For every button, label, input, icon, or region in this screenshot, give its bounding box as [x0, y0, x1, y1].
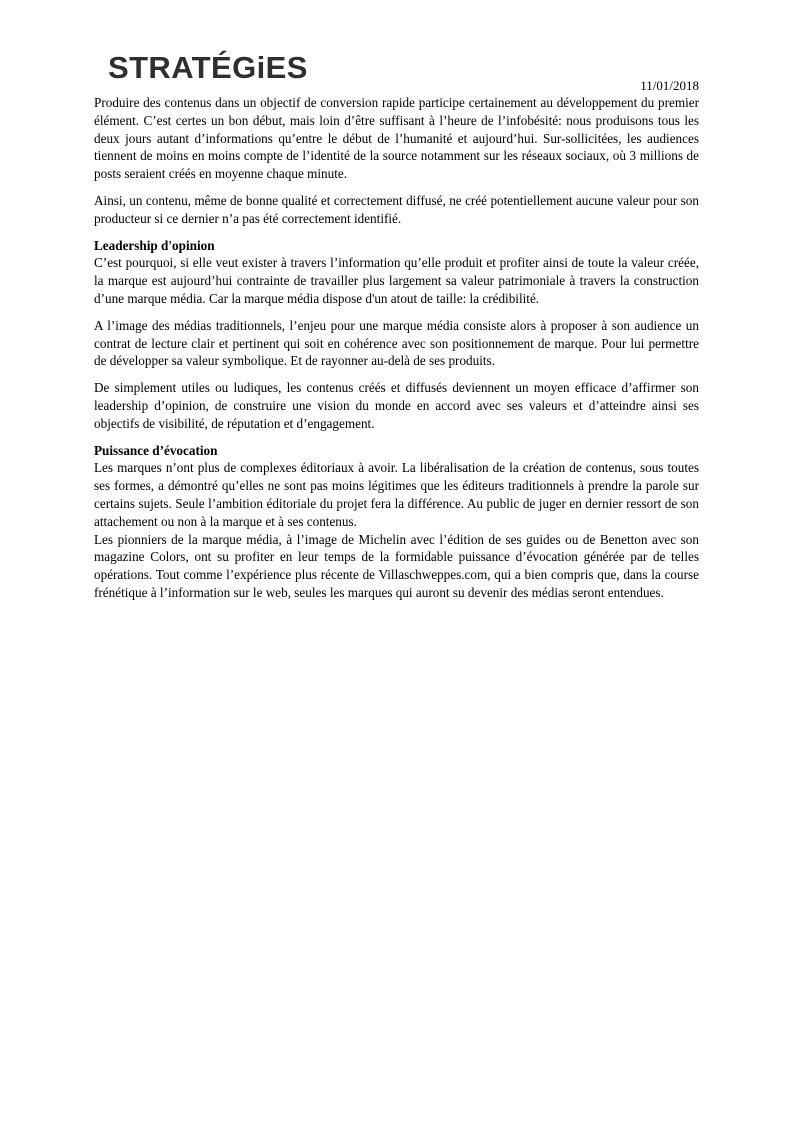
section-heading-leadership: Leadership d'opinion — [94, 237, 215, 253]
leadership-paragraph-1: C’est pourquoi, si elle veut exister à travers l’information qu’elle produit et profiter ainsi de toute la valeur créée, la marque est aujourd’hui contrainte de travailler plus largement sa valeur patrimoniale à travers la construction d’une marque média. Car la marque média dispose d'un atout de taille: la crédibilité. — [94, 255, 699, 306]
document-date: 11/01/2018 — [640, 78, 699, 93]
article-body — [94, 94, 699, 611]
section-heading-evocation: Puissance d’évocation — [94, 442, 218, 458]
leadership-paragraph-3: De simplement utiles ou ludiques, les contenus créés et diffusés deviennent un moyen efficace d’affirmer son leadership d’opinion, de construire une vision du monde en accord avec ses valeurs et d’atteindre ainsi ses objectifs de visibilité, de réputation et d’engagement. — [94, 380, 699, 431]
intro-paragraph-2: Ainsi, un contenu, même de bonne qualité et correctement diffusé, ne créé potentiellement aucune valeur pour son producteur si ce dernier n’a pas été correctement identifié. — [94, 192, 699, 226]
strategies-logo: STRATÉGiES — [108, 50, 308, 85]
evocation-paragraph-2: Les pionniers de la marque média, à l’image de Michelin avec l’édition de ses guides ou de Benetton avec son magazine Colors, ont su profiter en leur temps de la formidable puissance d’évocation générée par de telles opérations. Tout comme l’expérience plus récente de Villaschweppes.com, qui a bien compris que, dans la course frénétique à l’information sur le web, seules les marques qui auront su devenir des médias seront entendues. — [94, 531, 699, 600]
intro-paragraph-1: Produire des contenus dans un objectif de conversion rapide participe certainement au développement du premier élément. C’est certes un bon début, mais loin d’être suffisant à l’heure de l’infobésité: nous produisons tous les deux jours autant d’informations qu’entre le début de l’humanité et aujourd’hui. Sur-sollicitées, les audiences tiennent de moins en moins compte de l’identité de la source notamment sur les réseaux sociaux, où 3 millions de posts seraient créés en moyenne chaque minute. — [94, 95, 699, 182]
evocation-paragraph-1: Les marques n’ont plus de complexes éditoriaux à avoir. La libéralisation de la création de contenus, sous toutes ses formes, a démontré qu’elles ne sont pas moins légitimes que les éditeurs traditionnels à prendre la parole sur certains sujets. Seule l’ambition éditoriale du projet fera la différence. Au public de juger en dernier ressort de son attachement ou non à la marque et à ses contenus. — [94, 460, 699, 529]
leadership-paragraph-2: A l’image des médias traditionnels, l’enjeu pour une marque média consiste alors à proposer à son audience un contrat de lecture clair et pertinent qui soit en cohérence avec son positionnement de marque. Pour lui permettre de développer sa valeur symbolique. Et de rayonner au-delà de ses produits. — [94, 317, 699, 369]
